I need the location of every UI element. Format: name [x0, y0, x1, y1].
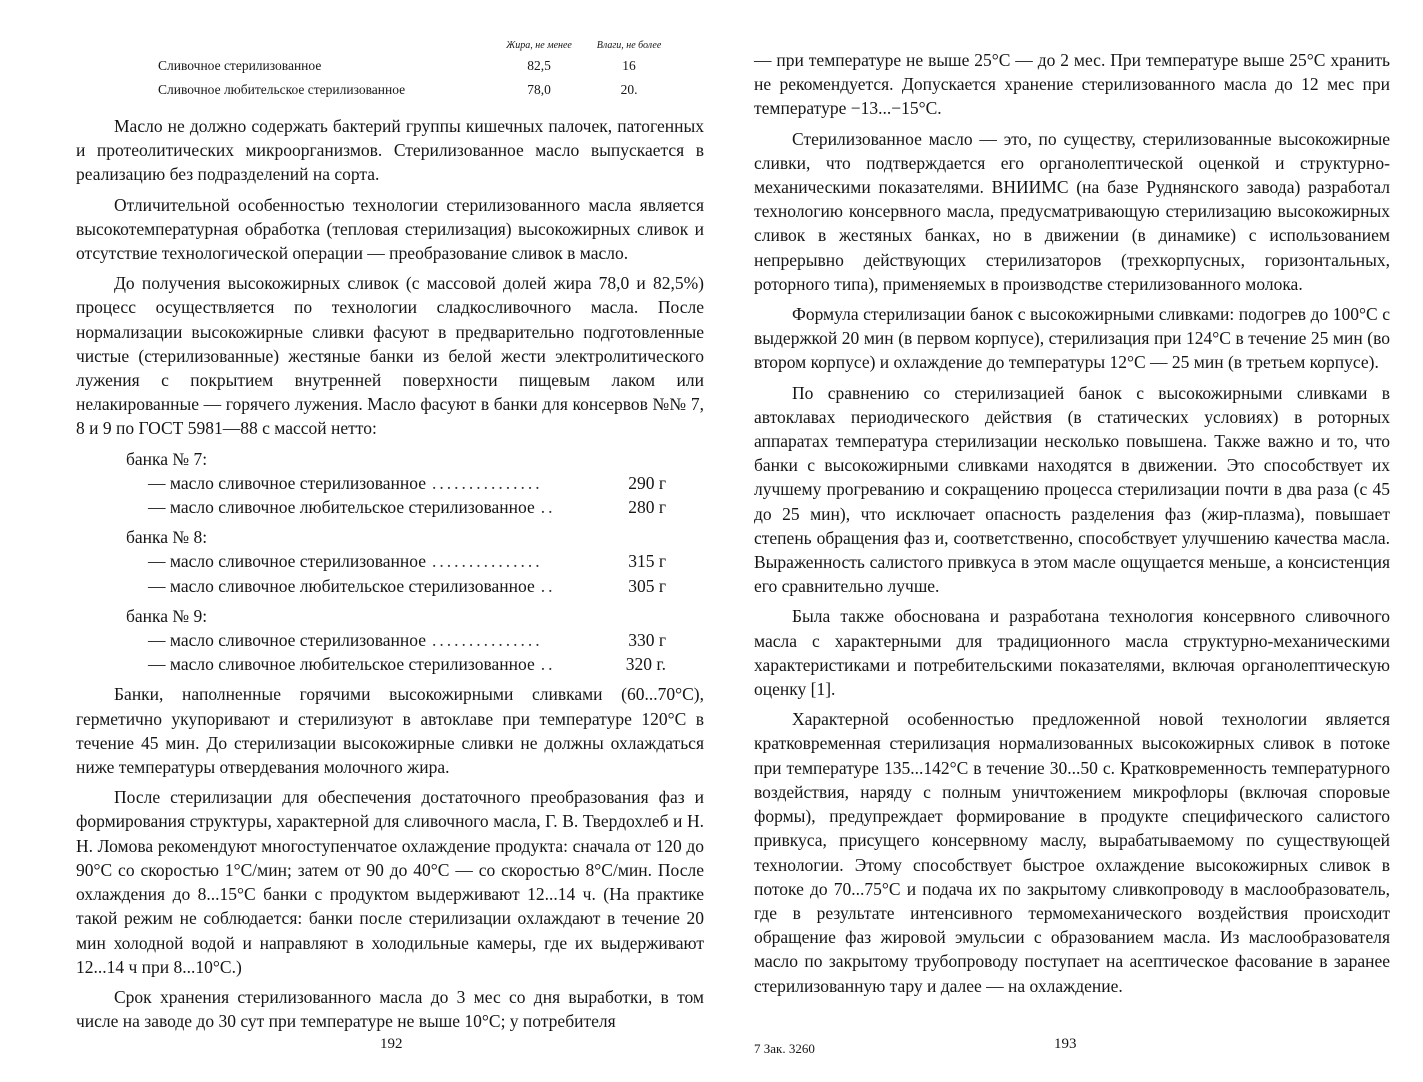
can-item-value: 305 г [628, 575, 666, 596]
table-header-row [158, 40, 674, 57]
paragraph: Была также обоснована и разработана технология консервного сливочного масла с характерными для традиционного масла структурно-механическими характеристиками и потребительскими показателями, включая органолептическую оценку [1]. [754, 606, 1390, 700]
can-list [126, 447, 666, 677]
paragraph: Срок хранения стерилизованного масла до 3 мес со дня выработки, в том числе на заводе до 30 сут при температуре не выше 10°С; у потребителя [76, 986, 704, 1032]
can-item-label: — масло сливочное стерилизованное [148, 630, 427, 651]
can-item [126, 574, 666, 598]
paragraph: Характерной особенностью предложенной новой технологии является кратковременная стерилизация нормализованных высокожирных сливок в потоке при температуре 135...142°С в течение 30...50 с. Кратковременность температурного воздействия, наряду с полным уничтожением микрофлоры (включая споровые формы), предупреждает формирование в продукте специфического салистого привкуса, присущего консервному маслу, вырабатываемому по существующей технологии. Этому способствует быстрое охлаждение высокожирных сливок в потоке до 70...75°С и подача их по закрытому сливкопроводу в маслообразователь, где в результате интенсивного термомеханического воздействия происходит обращение фаз жировой эмульсии с образованием масла. Из маслообразователя масло по закрытому трубопроводу поступает на асептическое фасование в заранее стерилизованную тару и далее — на охлаждение. [754, 709, 1390, 996]
can-item-value: 330 г [628, 630, 666, 651]
can-item-label: — масло сливочное любительское стерилизованное [148, 497, 535, 518]
can-item-value: 280 г [628, 497, 666, 518]
can-item [126, 628, 666, 652]
fat-moisture-table [158, 40, 674, 105]
page-right [712, 0, 1423, 1082]
can-title: банка № 8: [126, 527, 208, 548]
leader-dots: ............... [432, 551, 543, 572]
table-cell-name: Сливочное любительское стерилизованное [158, 82, 406, 97]
table-cell-moisture: 20. [620, 82, 638, 97]
can-title: банка № 9: [126, 605, 208, 626]
paragraph: Банки, наполненные горячими высокожирными сливками (60...70°С), герметично укупоривают и стерилизуют в автоклаве при температуре 120°С в течение 45 мин. До стерилизации высокожирные сливки не должны охлаждаться ниже температуры отвердевания молочного жира. [76, 684, 704, 778]
can-item-label: — масло сливочное любительское стерилизованное [148, 654, 535, 675]
table-cell-fat: 82,5 [527, 58, 551, 73]
table-cell-fat: 78,0 [527, 82, 551, 97]
can-block [126, 447, 666, 520]
table-cell-name: Сливочное стерилизованное [158, 58, 322, 73]
paragraph: До получения высокожирных сливок (с массовой долей жира 78,0 и 82,5%) процесс осуществляется по технологии сладкосливочного масла. После нормализации высокожирные сливки фасуют в предварительно подготовленные чистые (стерилизованные) жестяные банки из белой жести электролитического лужения с покрытием внутренней поверхности пищевым лаком или нелакированные — горячего лужения. Масло фасуют в банки для консервов №№ 7, 8 и 9 по ГОСТ 5981—88 с массой нетто: [76, 273, 704, 439]
can-item [126, 495, 666, 519]
can-block [126, 525, 666, 598]
paragraph: По сравнению со стерилизацией банок с высокожирными сливками в автоклавах периодического действия (в статических условиях) в роторных аппаратах температура стерилизации несколько повышена. Также важно и то, что банки с высокожирными сливками находятся в движении. Это способствует их лучшему прогреванию и сокращению процесса стерилизации почти в два раза (с 45 до 25 мин), что исключает опасность разделения фаз (жир-плазма), повышает степень обращения фаз и, соответственно, способствует улучшению качества масла. Выраженность салистого привкуса в этом масле ощущается меньше, а консистенция его сравнительно лучше. [754, 382, 1390, 597]
can-item [126, 549, 666, 573]
table-row [158, 81, 674, 105]
signature-note: 7 Зак. 3260 [754, 1041, 815, 1056]
can-item-value: 315 г [628, 551, 666, 572]
left-text-column [76, 114, 704, 1033]
paragraph: — при температуре не выше 25°С — до 2 мес. При температуре выше 25°С хранить не рекомендуется. Допускается хранение стерилизованного масла до 12 мес при температуре −13...−15°С. [754, 50, 1390, 119]
paragraph: После стерилизации для обеспечения достаточного преобразования фаз и формирования структуры, характерной для сливочного масла, Г. В. Твердохлеб и Н. Н. Ломова рекомендуют многоступенчатое охлаждение продукта: сначала от 120 до 90°С со скоростью 1°С/мин; затем от 90 до 40°С — со скоростью 8°С/мин. После охлаждения до 8...15°С банки с продуктом выдерживают 12...14 ч. (На практике такой режим не соблюдается: банки после стерилизации охлаждают в течение 20 мин холодной водой и направляют в холодильные камеры, где их выдерживают 12...14 ч при 8...10°С.) [76, 787, 704, 977]
can-item [126, 471, 666, 495]
leader-dots: ............... [432, 472, 543, 493]
can-item-value: 320 г. [625, 654, 666, 675]
table-header-moisture: Влаги, не более [596, 40, 662, 51]
can-item-label: — масло сливочное стерилизованное [148, 472, 427, 493]
table-row [158, 57, 674, 81]
leader-dots: .. [540, 654, 556, 675]
can-item-value: 290 г [628, 472, 666, 493]
can-item [126, 652, 666, 676]
page-number: 192 [380, 1036, 403, 1052]
table-header-empty [158, 40, 494, 57]
paragraph: Отличительной особенностью технологии стерилизованного масла является высокотемпературная обработка (тепловая стерилизация) высокожирных сливок и отсутствие технологической операции — преобразование сливок в масло. [76, 194, 704, 264]
right-text-column [754, 48, 1390, 998]
paragraph: Стерилизованное масло — это, по существу, стерилизованные высокожирные сливки, что подтверждается его органолептической оценкой и структурно-механическими показателями. ВНИИМС (на базе Руднянского завода) разработал технологию консервного масла, предусматривающую стерилизацию высокожирных сливок в жестяных банках, но в движении (в динамике) с использованием непрерывно действующих стерилизаторов (трехкорпусных, горизонтальных, роторного типа), применяемых в производстве стерилизованного молока. [754, 128, 1390, 294]
can-item-label: — масло сливочное любительское стерилизованное [148, 575, 535, 596]
table-cell-moisture: 16 [622, 58, 636, 73]
can-item-label: — масло сливочное стерилизованное [148, 551, 427, 572]
paragraph: Формула стерилизации банок с высокожирными сливками: подогрев до 100°С с выдержкой 20 мин (в первом корпусе), стерилизация при 124°С в течение 25 мин (во втором корпусе) и охлаждение до температуры 12°С — 25 мин (в третьем корпусе). [754, 304, 1390, 373]
leader-dots: .. [540, 497, 556, 518]
leader-dots: ............... [432, 630, 543, 651]
can-title: банка № 7: [126, 448, 208, 469]
table-header-fat: Жира, не менее [506, 40, 572, 51]
page-number: 193 [1054, 1036, 1077, 1052]
paragraph: Масло не должно содержать бактерий группы кишечных палочек, патогенных и протеолитических микроорганизмов. Стерилизованное масло выпускается в реализацию без подразделений на сорта. [76, 116, 704, 185]
can-block [126, 604, 666, 677]
leader-dots: .. [540, 575, 556, 596]
